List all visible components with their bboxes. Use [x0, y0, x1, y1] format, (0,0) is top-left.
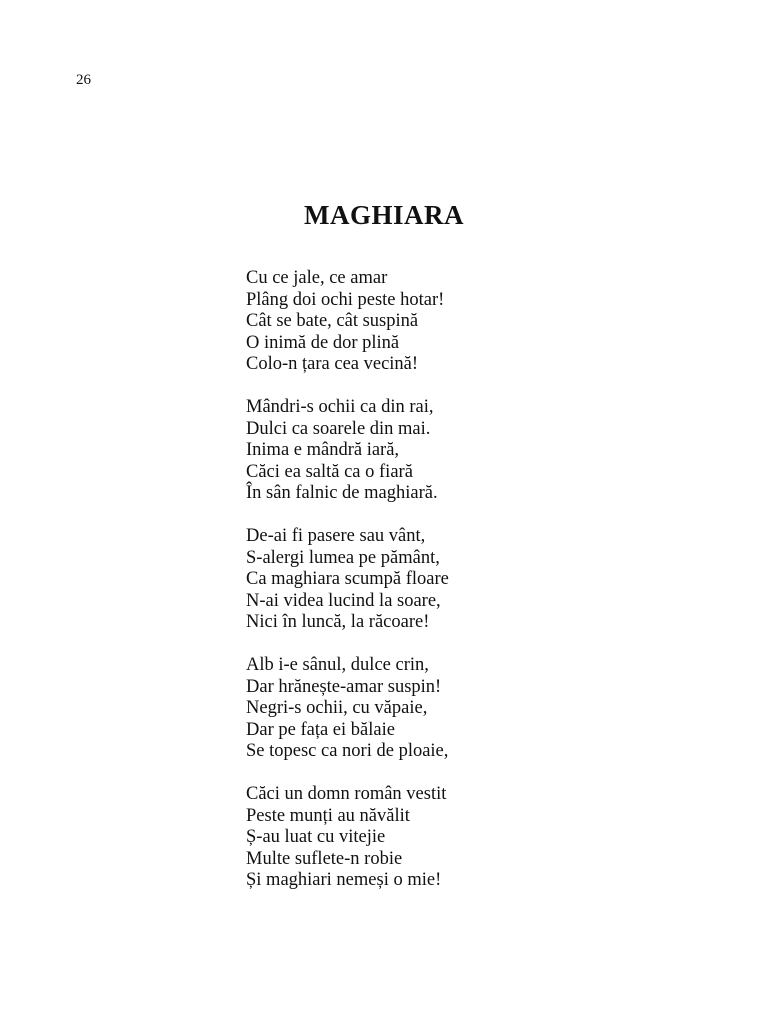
stanza-1 — [246, 268, 686, 376]
verse-line: Se topesc ca nori de ploaie, — [246, 741, 449, 761]
verse-line: Cu ce jale, ce amar — [246, 268, 388, 288]
verse-line: Și maghiari nemeși o mie! — [246, 870, 442, 890]
poem-title: MAGHIARA — [304, 200, 464, 230]
stanza-5 — [246, 784, 686, 892]
page-number: 26 — [76, 72, 91, 88]
verse-line: Ca maghiara scumpă floare — [246, 569, 449, 589]
verse-line: S-alergi lumea pe pământ, — [246, 547, 440, 568]
verse-line: Ș-au luat cu vitejie — [246, 827, 386, 847]
verse-line: Dulci ca soarele din mai. — [246, 418, 431, 439]
verse-line: Nici în luncă, la răcoare! — [246, 612, 430, 632]
verse-line: În sân falnic de maghiară. — [246, 483, 438, 503]
verse-line: Inima e mândră iară, — [246, 440, 400, 460]
verse-line: De-ai fi pasere sau vânt, — [246, 526, 426, 546]
stanza-3 — [246, 526, 686, 634]
verse-line: Negri-s ochii, cu văpaie, — [246, 698, 428, 718]
verse-line: O inimă de dor plină — [246, 332, 400, 353]
poem-body — [246, 268, 686, 913]
verse-line: Colo-n țara cea vecină! — [246, 354, 419, 374]
verse-line: Multe suflete-n robie — [246, 848, 403, 869]
verse-line: Căci un domn român vestit — [246, 784, 447, 804]
verse-line: Peste munți au năvălit — [246, 805, 410, 826]
verse-line: N-ai videa lucind la soare, — [246, 590, 441, 611]
verse-line: Alb i-e sânul, dulce crin, — [246, 655, 429, 675]
verse-line: Mândri-s ochii ca din rai, — [246, 397, 434, 417]
stanza-4 — [246, 655, 686, 763]
verse-line: Cât se bate, cât suspină — [246, 311, 419, 331]
stanza-2 — [246, 397, 686, 505]
verse-line: Căci ea saltă ca o fiară — [246, 461, 413, 482]
verse-line: Dar pe fața ei bălaie — [246, 719, 395, 740]
verse-line: Plâng doi ochi peste hotar! — [246, 289, 445, 310]
verse-line: Dar hrănește-amar suspin! — [246, 676, 442, 697]
